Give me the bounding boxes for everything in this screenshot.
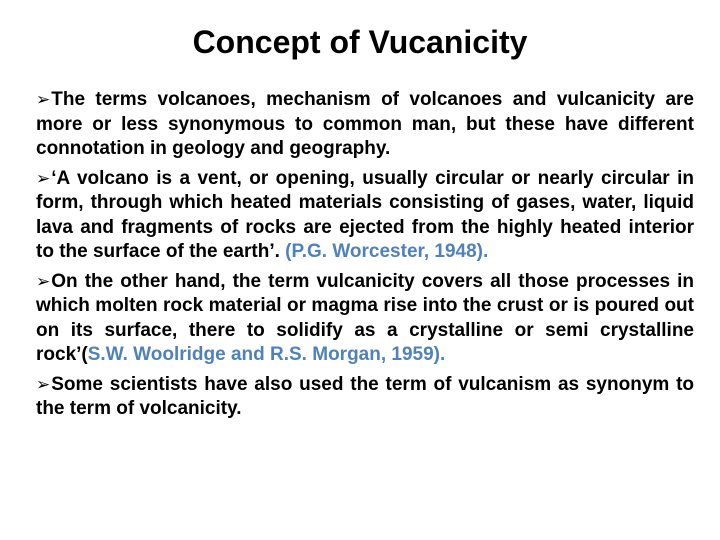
bullet-item: [36, 167, 694, 265]
arrow-bullet-icon: ➢: [36, 374, 51, 395]
bullet-item: [36, 88, 694, 162]
slide-title: Concept of Vucanicity: [192, 24, 528, 60]
arrow-bullet-icon: ➢: [36, 168, 51, 189]
bullet-text: On the other hand, the term vulcanicity covers all those processes in which molten rock material or magma rise into the crust or is poured out on its surface, there to solidify as a crystalline or semi crystalline rock’(: [36, 270, 694, 365]
bullet-list: [36, 88, 694, 427]
bullet-text: ‘A volcano is a vent, or opening, usually circular or nearly circular in form, through which heated materials consisting of gases, water, liquid lava and fragments of rocks are ejected from the highly heated interior to the surface of the earth’.: [36, 167, 694, 262]
bullet-item: [36, 270, 694, 368]
bullet-text: The terms volcanoes, mechanism of volcanoes and vulcanicity are more or less synonymous to common man, but these have different connotation in geology and geography.: [36, 89, 694, 159]
bullet-text: Some scientists have also used the term of vulcanism as synonym to the term of volcanicity.: [36, 373, 694, 419]
arrow-bullet-icon: ➢: [36, 90, 51, 110]
bullet-item: [36, 373, 694, 422]
citation: S.W. Woolridge and R.S. Morgan, 1959).: [87, 344, 446, 365]
citation: (P.G. Worcester, 1948).: [285, 241, 489, 262]
arrow-bullet-icon: ➢: [36, 271, 51, 292]
